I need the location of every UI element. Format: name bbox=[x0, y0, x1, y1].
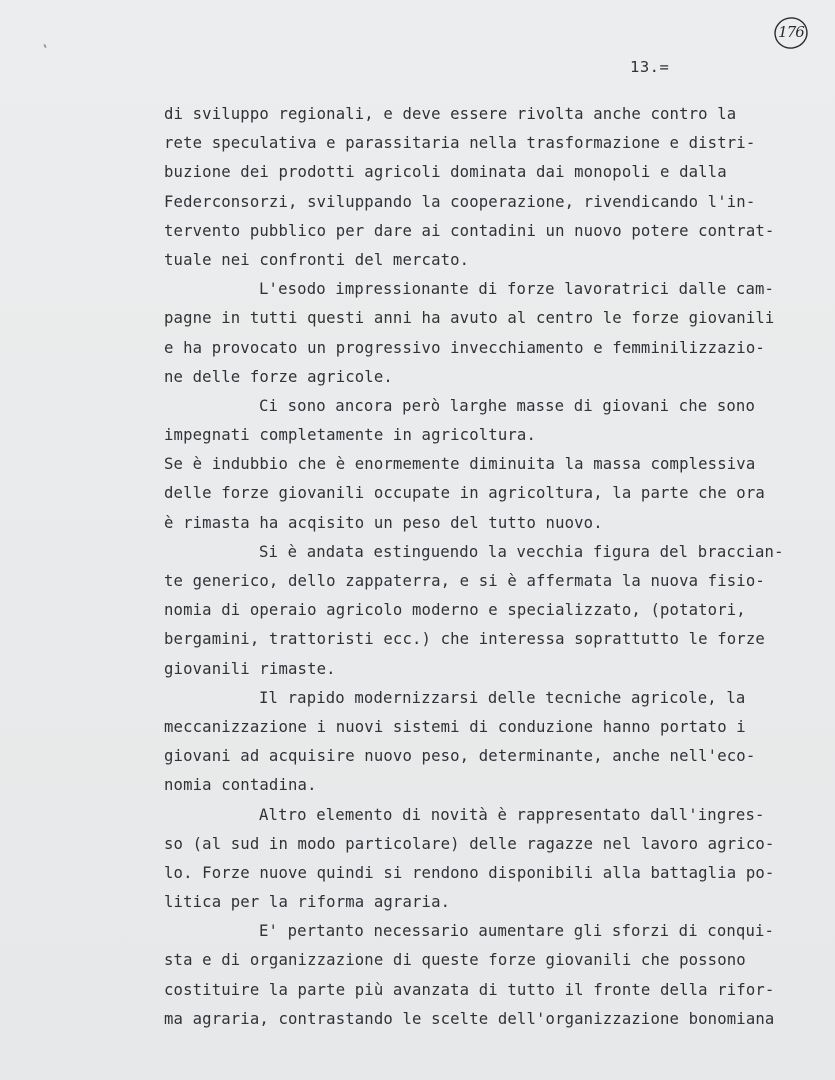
text-line: di sviluppo regionali, e deve essere rivolta anche contro la bbox=[164, 105, 737, 123]
text-line: meccanizzazione i nuovi sistemi di conduzione hanno portato i bbox=[164, 717, 746, 736]
text-line: tervento pubblico per dare ai contadini un nuovo potere contrat- bbox=[164, 221, 775, 240]
body-text bbox=[164, 100, 804, 1034]
text-line: Se è indubbio che è enormemente diminuita la massa complessiva bbox=[164, 455, 756, 474]
text-line: nomia contadina. bbox=[164, 776, 317, 795]
text-line: tuale nei confronti del mercato. bbox=[164, 250, 470, 269]
paragraph bbox=[164, 450, 804, 538]
text-line: Si è andata estinguendo la vecchia figura del braccian- bbox=[259, 542, 784, 561]
text-line: litica per la riforma agraria. bbox=[164, 893, 451, 912]
text-line: delle forze giovanili occupate in agricoltura, la parte che ora bbox=[164, 484, 765, 503]
paragraph bbox=[164, 917, 804, 1034]
text-line: E' pertanto necessario aumentare gli sforzi di conqui- bbox=[259, 922, 775, 941]
text-line: so (al sud in modo particolare) delle ragazze nel lavoro agrico- bbox=[164, 834, 775, 853]
paragraph bbox=[164, 275, 804, 392]
text-line: è rimasta ha acqisito un peso del tutto nuovo. bbox=[164, 513, 603, 532]
text-line: e ha provocato un progressivo invecchiamento e femminilizzazio- bbox=[164, 338, 765, 357]
text-line: buzione dei prodotti agricoli dominata dai monopoli e dalla bbox=[164, 163, 727, 182]
paragraph bbox=[164, 100, 804, 275]
text-line: giovanili rimaste. bbox=[164, 659, 336, 678]
archive-number: 176 bbox=[778, 23, 804, 41]
text-line: sta e di organizzazione di queste forze giovanili che possono bbox=[164, 951, 746, 970]
paper-speck bbox=[43, 44, 47, 48]
text-line: bergamini, trattoristi ecc.) che interessa soprattutto le forze bbox=[164, 630, 765, 649]
text-line: giovani ad acquisire nuovo peso, determinante, anche nell'eco- bbox=[164, 747, 756, 766]
text-line: Altro elemento di novità è rappresentato dall'ingres- bbox=[259, 805, 765, 824]
text-line: L'esodo impressionante di forze lavoratrici dalle cam- bbox=[259, 280, 775, 299]
text-line: costituire la parte più avanzata di tutto il fronte della rifor- bbox=[164, 980, 775, 999]
text-line: Il rapido modernizzarsi delle tecniche agricole, la bbox=[259, 688, 746, 707]
text-line: te generico, dello zappaterra, e si è affermata la nuova fisio- bbox=[164, 572, 765, 590]
text-line: lo. Forze nuove quindi si rendono disponibili alla battaglia po- bbox=[164, 863, 775, 882]
text-line: impegnati completamente in agricoltura. bbox=[164, 426, 536, 445]
paragraph bbox=[164, 392, 804, 450]
page-number: 13.= bbox=[630, 58, 670, 76]
text-line: nomia di operaio agricolo moderno e specializzato, (potatori, bbox=[164, 601, 746, 620]
text-line: Federconsorzi, sviluppando la cooperazione, rivendicando l'in- bbox=[164, 192, 756, 211]
archive-stamp bbox=[772, 14, 810, 52]
text-line: ne delle forze agricole. bbox=[164, 367, 393, 386]
paragraph bbox=[164, 538, 804, 684]
text-line: Ci sono ancora però larghe masse di giovani che sono bbox=[259, 396, 755, 415]
text-line: ma agraria, contrastando le scelte dell'organizzazione bonomiana bbox=[164, 1009, 775, 1028]
text-line: pagne in tutti questi anni ha avuto al centro le forze giovanili bbox=[164, 309, 775, 328]
paragraph bbox=[164, 684, 804, 801]
paragraph bbox=[164, 801, 804, 918]
text-line: rete speculativa e parassitaria nella trasformazione e distri- bbox=[164, 134, 756, 153]
